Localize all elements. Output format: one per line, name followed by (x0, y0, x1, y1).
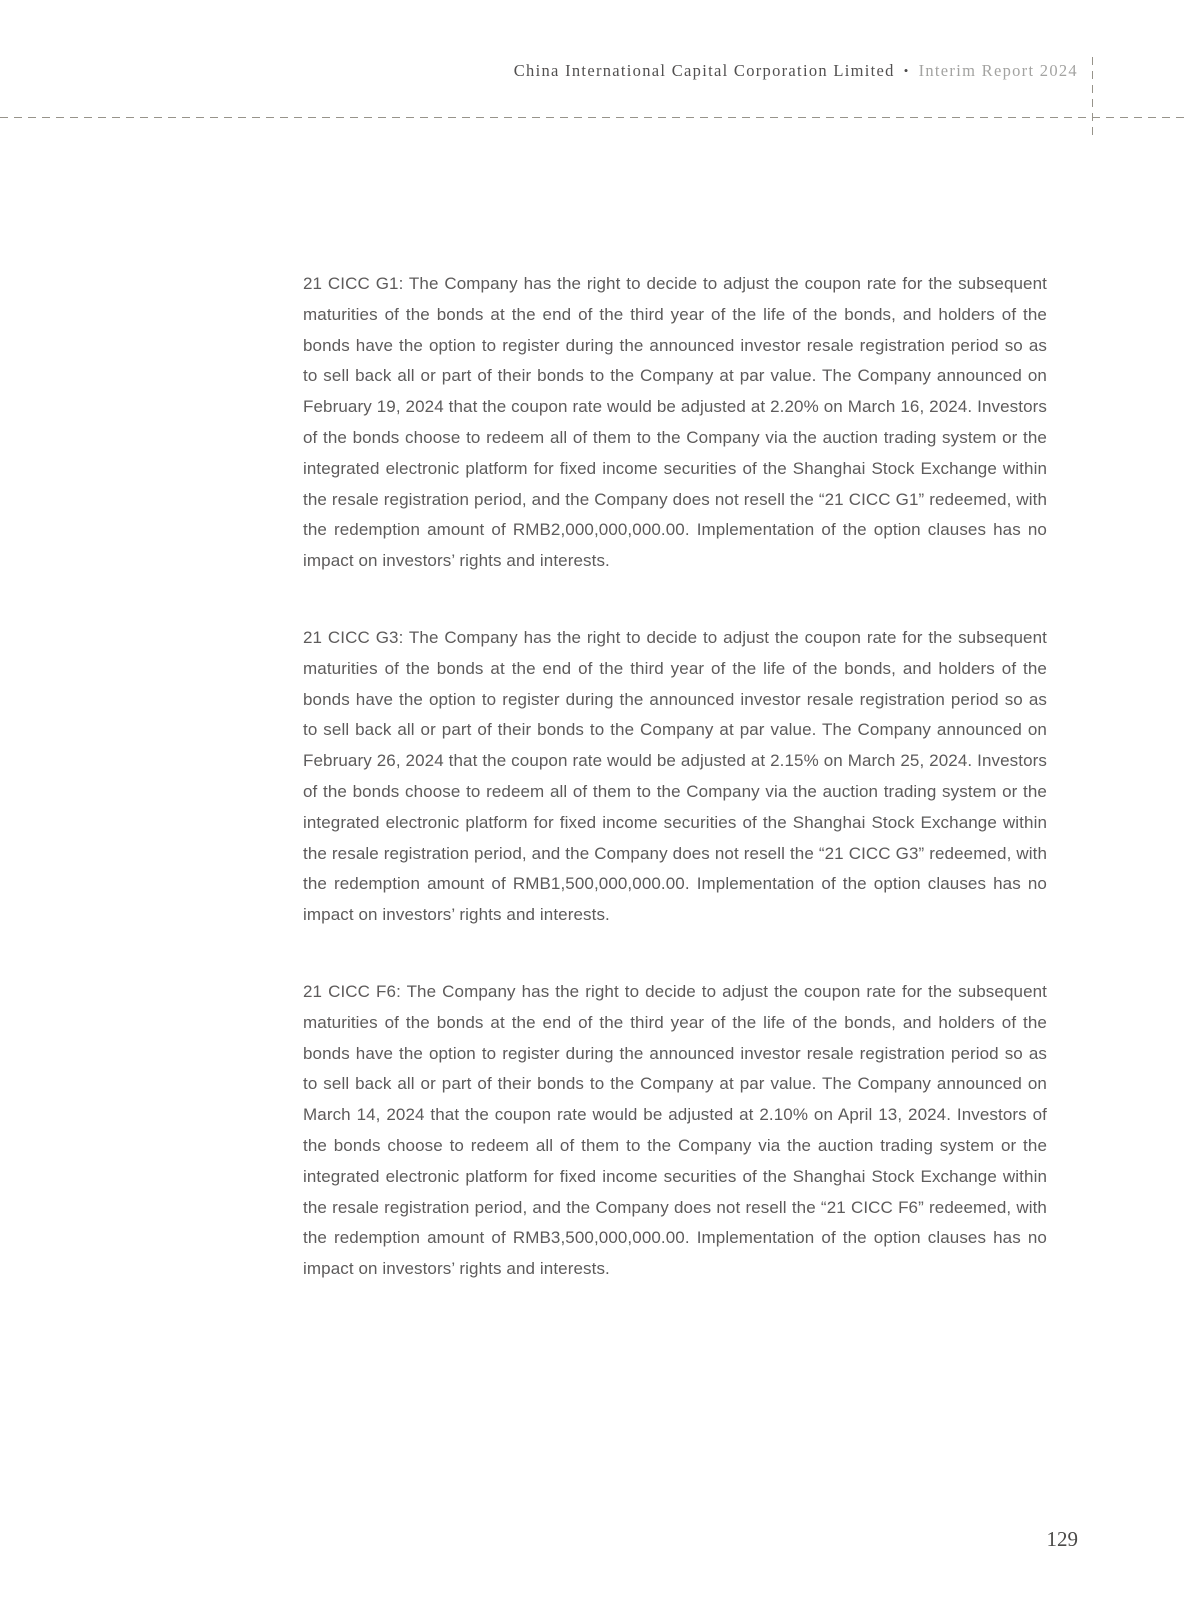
paragraph-21-cicc-g3: 21 CICC G3: The Company has the right to decide to adjust the coupon rate for the subsequent maturities of the bonds at the end of the third year of the life of the bonds, and holders of the bonds have the option to register during the announced investor resale registration period so as to sell back all or part of their bonds to the Company at par value. The Company announced on February 26, 2024 that the coupon rate would be adjusted at 2.15% on March 25, 2024. Investors of the bonds choose to redeem all of them to the Company via the auction trading system or the integrated electronic platform for fixed income securities of the Shanghai Stock Exchange within the resale registration period, and the Company does not resell the “21 CICC G3” redeemed, with the redemption amount of RMB1,500,000,000.00. Implementation of the option clauses has no impact on investors’ rights and interests. (303, 627, 1047, 925)
header-bullet-separator: • (903, 63, 910, 78)
body-text-column (303, 269, 1047, 1285)
dashed-crop-line-vertical (1092, 57, 1093, 139)
paragraph-21-cicc-f6: 21 CICC F6: The Company has the right to decide to adjust the coupon rate for the subsequent maturities of the bonds at the end of the third year of the life of the bonds, and holders of the bonds have the option to register during the announced investor resale registration period so as to sell back all or part of their bonds to the Company at par value. The Company announced on March 14, 2024 that the coupon rate would be adjusted at 2.10% on April 13, 2024. Investors of the bonds choose to redeem all of them to the Company via the auction trading system or the integrated electronic platform for fixed income securities of the Shanghai Stock Exchange within the resale registration period, and the Company does not resell the “21 CICC F6” redeemed, with the redemption amount of RMB3,500,000,000.00. Implementation of the option clauses has no impact on investors’ rights and interests. (303, 981, 1047, 1279)
header-company-name: China International Capital Corporation Limited (513, 61, 895, 80)
header-report-title: Interim Report 2024 (918, 61, 1078, 80)
dashed-crop-line-horizontal (0, 117, 1190, 118)
page-header (514, 61, 1078, 81)
paragraph-21-cicc-g1: 21 CICC G1: The Company has the right to decide to adjust the coupon rate for the subsequent maturities of the bonds at the end of the third year of the life of the bonds, and holders of the bonds have the option to register during the announced investor resale registration period so as to sell back all or part of their bonds to the Company at par value. The Company announced on February 19, 2024 that the coupon rate would be adjusted at 2.20% on March 16, 2024. Investors of the bonds choose to redeem all of them to the Company via the auction trading system or the integrated electronic platform for fixed income securities of the Shanghai Stock Exchange within the resale registration period, and the Company does not resell the “21 CICC G1” redeemed, with the redemption amount of RMB2,000,000,000.00. Implementation of the option clauses has no impact on investors’ rights and interests. (303, 274, 1047, 571)
page-number: 129 (1046, 1527, 1078, 1551)
